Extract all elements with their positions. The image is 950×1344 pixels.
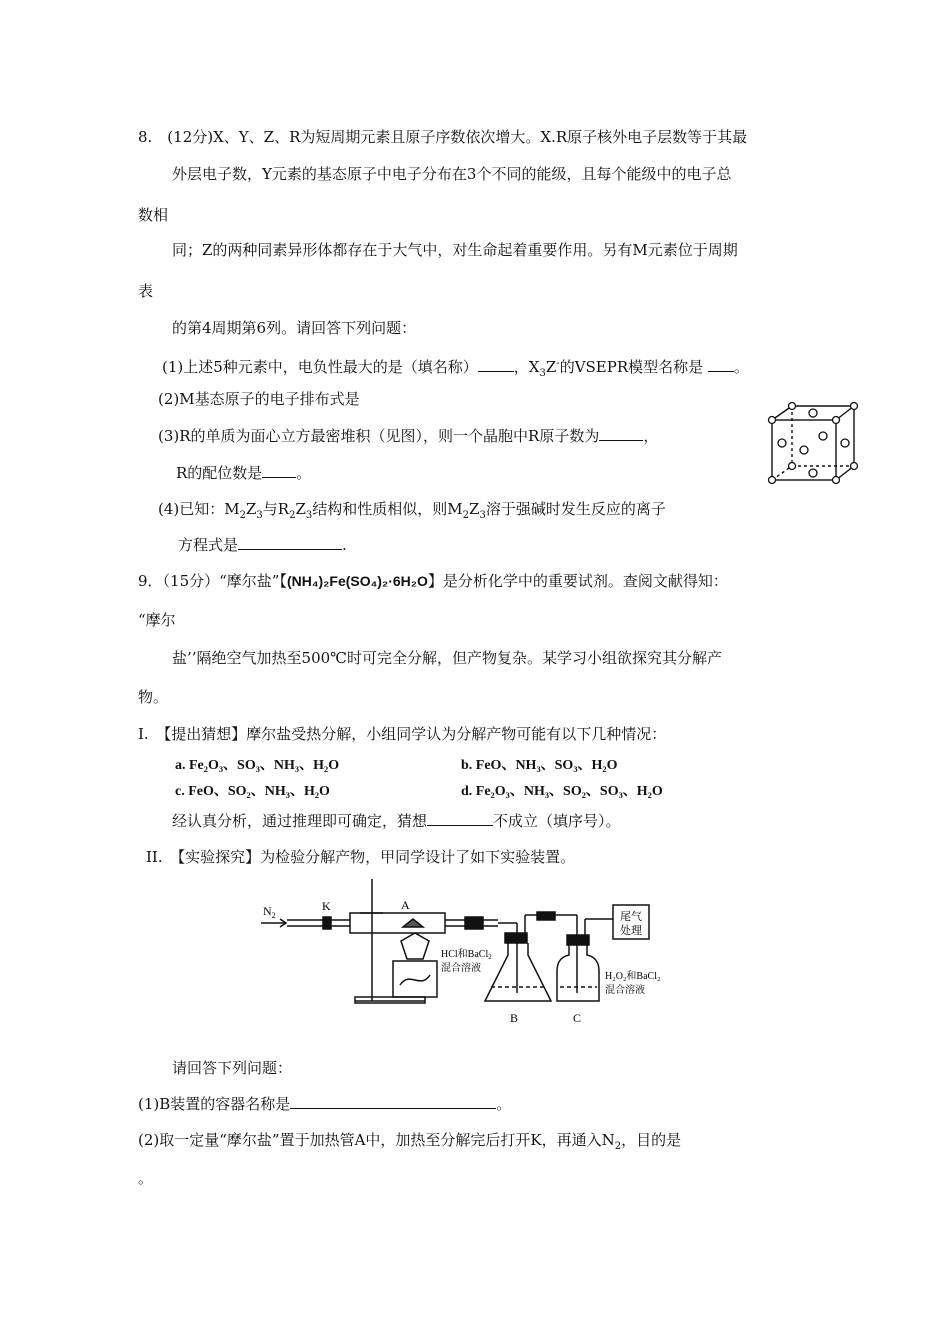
bottle-c-solution: H₂O₂和BaCl₂ <box>605 971 661 982</box>
flask-b-label: B <box>510 1011 519 1025</box>
tail-gas-label: 尾气 <box>620 911 642 923</box>
q9-section-1b: 经认真分析，通过推理即可确定，猜想 不成立（填序号）。 <box>172 812 621 830</box>
answer-blank[interactable] <box>262 463 296 478</box>
q8-line-1: 8. (12分)X、Y、Z、R为短周期元素且原子序数依次增大。X.R原子核外电子层数等于其最 <box>138 128 748 146</box>
mohr-salt-formula: (NH₄)₂Fe(SO₄)₂·6H₂O <box>286 573 428 589</box>
q8-line-2: 外层电子数，Y元素的基态原子中电子分布在3个不同的能级，且每个能级中的电子总 <box>172 165 732 183</box>
q9-line-4: 物。 <box>138 688 169 706</box>
option-b: b. FeO、NH₃、SO₃、H₂O <box>461 758 618 773</box>
tube-a-label: A <box>401 898 410 912</box>
answer-blank[interactable] <box>599 426 643 441</box>
bottle-c-solution-2: 混合溶液 <box>605 985 645 996</box>
bottle-c-label: C <box>573 1011 582 1025</box>
answer-blank[interactable] <box>427 811 493 826</box>
q8-part-2: (2)M基态原子的电子排布式是 <box>158 390 360 408</box>
q9-section-1: I. 【提出猜想】摩尔盐受热分解，小组同学认为分解产物可能有以下几种情况： <box>138 725 667 743</box>
q8-line-6: 的第4周期第6列。请回答下列问题： <box>172 319 417 337</box>
option-a: a. Fe₂O₃、SO₃、NH₃、H₂O <box>175 758 340 773</box>
q8-part-1: (1)上述5种元素中，电负性最大的是（填名称） ，$X_3Z^-$的VSEPR模型名称是 。 <box>162 358 749 379</box>
q8-line-3: 数相 <box>138 206 169 224</box>
answer-blank[interactable] <box>290 1094 496 1109</box>
option-c: c. FeO、SO₂、NH₃、H₂O <box>175 784 330 799</box>
tail-gas-label-2: 处理 <box>620 925 642 937</box>
q9-part-2: (2)取一定量“摩尔盐”置于加热管A中，加热至分解完后打开K，再通入$N_2$，目的是 <box>138 1131 682 1152</box>
answer-blank[interactable] <box>478 357 514 372</box>
valve-k-label: K <box>322 899 331 913</box>
q9-line-1: 9．（15分）“摩尔盐”【(NH₄)₂Fe(SO₄)₂·6H₂O】是分析化学中的重要试剂。查阅文献得知： <box>138 572 728 590</box>
q8-line-5: 表 <box>138 282 154 300</box>
q9-section-2: II. 【实验探究】为检验分解产物，甲同学设计了如下实验装置。 <box>146 848 576 866</box>
answer-blank[interactable] <box>238 535 342 550</box>
apparatus-diagram <box>255 875 685 1035</box>
q9-part-2-end: 。 <box>138 1169 154 1187</box>
q8-part-3: (3)R的单质为面心立方最密堆积（见图），则一个晶胞中R原子数为 ， <box>158 427 659 445</box>
n2-label: $N_2$ <box>263 904 276 920</box>
q8-part-4: (4)已知：$M_2Z_3$与$R_2Z_3$结构和性质相似，则$M_2Z_3$溶于强碱时发生反应的离子 <box>158 500 666 521</box>
flask-b-solution-2: 混合溶液 <box>441 963 481 974</box>
flask-b-solution: HCl和BaCl$_2$ <box>441 949 492 961</box>
fcc-unit-cell-figure <box>764 400 860 486</box>
q9-line-3: 盐’’隔绝空气加热至500℃时可完全分解，但产物复杂。某学习小组欲探究其分解产 <box>172 649 722 667</box>
option-d: d. Fe₂O₃、NH₃、SO₂、SO₃、H₂O <box>461 784 663 799</box>
q9-line-2: “摩尔 <box>138 611 176 629</box>
answer-blank[interactable] <box>708 357 734 372</box>
q9-prompt: 请回答下列问题： <box>172 1059 293 1077</box>
q8-part-4b: 方程式是 . <box>178 536 347 554</box>
q9-part-1: (1)B装置的容器名称是 。 <box>138 1095 512 1113</box>
q8-part-3b: R的配位数是 。 <box>176 464 312 482</box>
q8-line-4: 同；Z的两种同素异形体都存在于大气中，对生命起着重要作用。另有M元素位于周期 <box>172 241 738 259</box>
